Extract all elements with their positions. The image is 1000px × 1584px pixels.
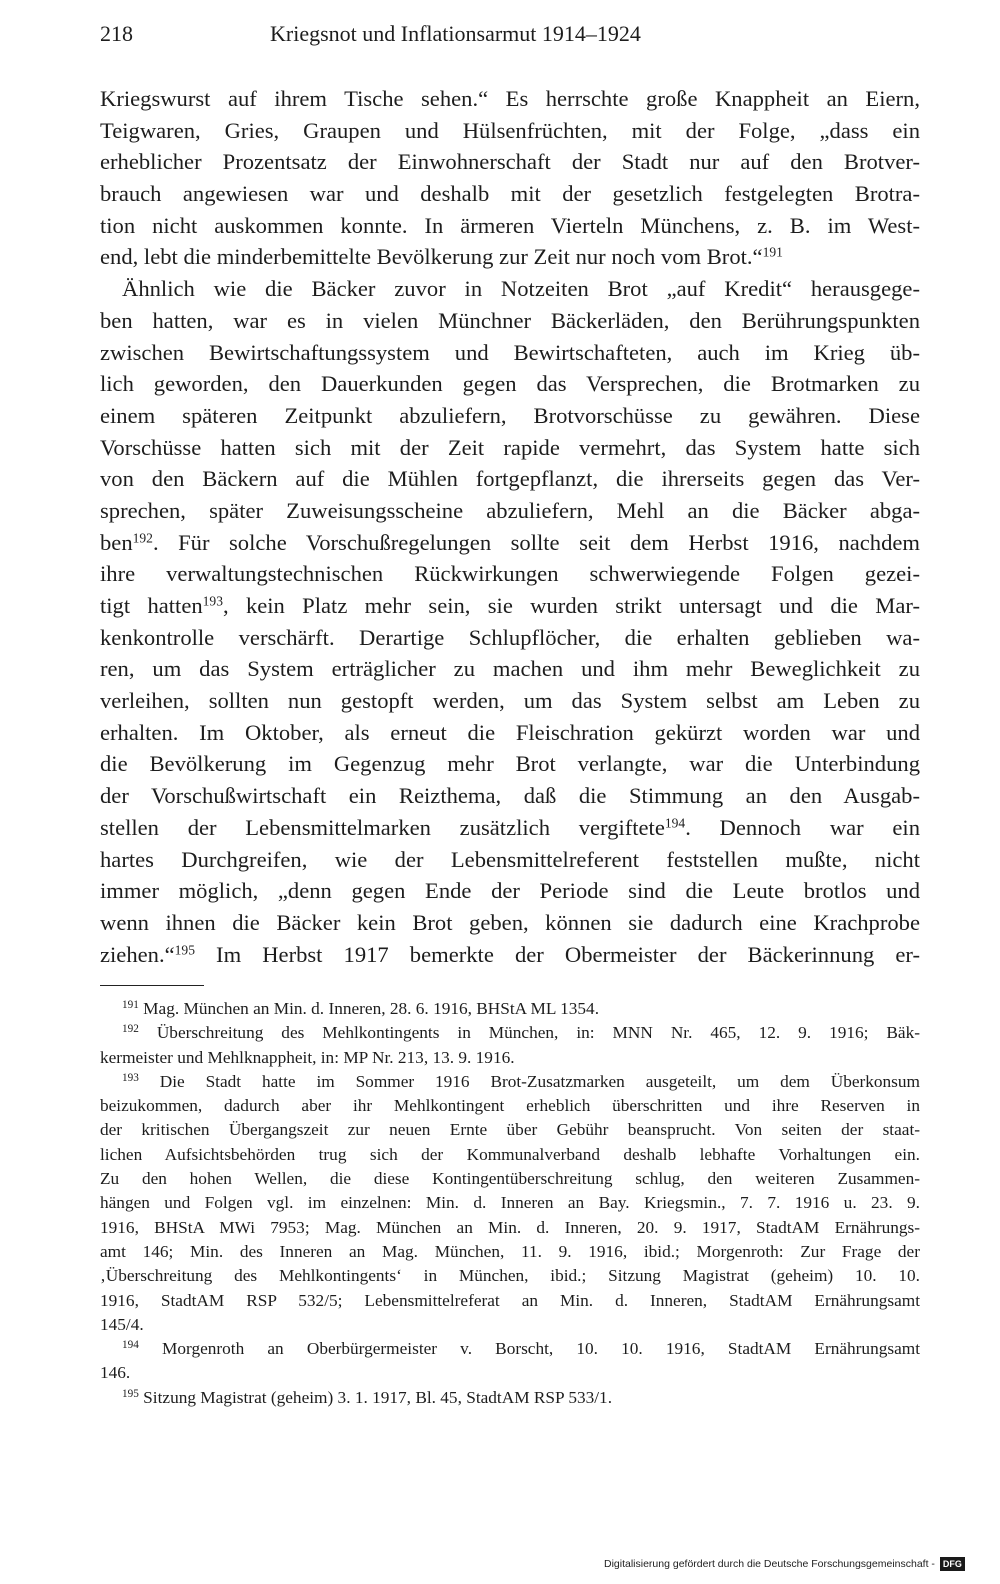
footnote-text: 146.	[100, 1363, 131, 1383]
line-text: einem späteren Zeitpunkt abzuliefern, Brotvorschüsse zu gewähren. Diese	[100, 402, 920, 428]
footnote-text: Mag. München an Min. d. Inneren, 28. 6. 1916, BHStA ML 1354.	[138, 999, 600, 1018]
text-line	[100, 685, 920, 717]
text-line	[100, 337, 920, 369]
text-line	[100, 146, 920, 178]
text-line	[100, 495, 920, 527]
text-line	[100, 305, 920, 337]
footnote-line	[100, 1386, 920, 1410]
footnote-ref: 195	[174, 942, 195, 958]
text-line	[100, 717, 920, 749]
line-text: tion nicht auskommen konnte. In ärmeren Vierteln Münchens, z. B. im West-	[100, 212, 920, 238]
footnote-line	[100, 1046, 920, 1070]
footnote-text: lichen Aufsichtsbehörden trug sich der Kommunalverband deshalb lebhafte Vorhaltungen ein.	[100, 1144, 920, 1164]
line-text: ren, um das System erträglicher zu machen und ihm mehr Beweglichkeit zu	[100, 656, 920, 682]
footnote-line	[100, 1021, 920, 1045]
footnote-text: Überschreitung des Mehlkontingents in München, in: MNN Nr. 465, 12. 9. 1916; Bäk-	[138, 1023, 920, 1043]
line-text: ben	[100, 529, 133, 555]
footnote-number: 195	[122, 1387, 139, 1400]
footnote-text: 1916, BHStA MWi 7953; Mag. München an Min. d. Inneren, 20. 9. 1917, StadtAM Ernährungs-	[100, 1217, 920, 1237]
footnote-text: 145/4.	[100, 1314, 144, 1334]
text-line	[100, 558, 920, 590]
main-text	[100, 83, 920, 970]
text-line	[100, 653, 920, 685]
running-title: Kriegsnot und Inflationsarmut 1914–1924	[270, 21, 641, 46]
footnote-line	[100, 1313, 920, 1337]
text-line	[100, 83, 920, 115]
page-number: 218	[100, 21, 133, 46]
line-text: Vorschüsse hatten sich mit der Zeit rapide vermehrt, das System hatte sich	[100, 434, 920, 460]
line-text: lich geworden, den Dauerkunden gegen das Versprechen, die Brotmarken zu	[100, 371, 920, 397]
line-text: ihre verwaltungstechnischen Rückwirkungen schwerwiegende Folgen gezei-	[100, 561, 920, 587]
text-line	[100, 780, 920, 812]
line-text: immer möglich, „denn gegen Ende der Periode sind die Leute brotlos und	[100, 878, 920, 904]
text-line	[100, 812, 920, 844]
line-text: . Dennoch war ein	[685, 814, 920, 840]
footnote-text: amt 146; Min. des Inneren an Mag. München, 11. 9. 1916, ibid.; Morgenroth: Zur Frage der	[100, 1241, 920, 1261]
footnote-line	[100, 1167, 920, 1191]
text-line	[100, 844, 920, 876]
footnote-number: 194	[122, 1338, 139, 1351]
footnote-text: ‚Überschreitung des Mehlkontingents‘ in München, ibid.; Sitzung Magistrat (geheim) 10. 10.	[100, 1266, 920, 1286]
text-line	[100, 622, 920, 654]
line-text: der Vorschußwirtschaft ein Reizthema, daß die Stimmung an den Ausgab-	[100, 783, 920, 809]
text-line	[100, 527, 920, 559]
line-text: ziehen.“	[100, 941, 175, 967]
footnote-line	[100, 1191, 920, 1215]
line-text: Kriegswurst auf ihrem Tische sehen.“ Es herrschte große Knappheit an Eiern,	[100, 86, 920, 111]
footnote-text: Die Stadt hatte im Sommer 1916 Brot-Zusatzmarken ausgeteilt, um dem Überkonsum	[138, 1071, 920, 1091]
line-text: Im Herbst 1917 bemerkte der Obermeister der Bäckerinnung er-	[194, 941, 920, 967]
footnote-line	[100, 1264, 920, 1288]
footnote-line	[100, 997, 920, 1021]
text-line	[100, 210, 920, 242]
text-line	[100, 590, 920, 622]
footnote-ref: 194	[664, 815, 686, 831]
line-text: verleihen, sollten nun gestopft werden, um das System selbst am Leben zu	[100, 688, 920, 714]
text-line	[100, 273, 920, 305]
dfg-logo: DFG	[940, 1557, 965, 1571]
footnote-number: 191	[122, 998, 139, 1011]
footnote-line	[100, 1216, 920, 1240]
text-line	[100, 748, 920, 780]
line-text: Teigwaren, Gries, Graupen und Hülsenfrüchten, mit der Folge, „dass ein	[100, 117, 920, 143]
footnote-text: Zu den hohen Wellen, die diese Kontingentüberschreitung schlug, den weiteren Zusammen-	[100, 1169, 920, 1189]
footnote-line	[100, 1289, 920, 1313]
footnote-number: 193	[122, 1071, 139, 1084]
line-text: wenn ihnen die Bäcker kein Brot geben, können sie dadurch eine Krachprobe	[100, 909, 920, 935]
text-line	[100, 463, 920, 495]
footnote-line	[100, 1094, 920, 1118]
text-line	[100, 178, 920, 210]
line-text: end, lebt die minderbemittelte Bevölkerung zur Zeit nur noch vom Brot.“	[100, 244, 763, 270]
line-text: erhalten. Im Oktober, als erneut die Fleischration gekürzt worden war und	[100, 719, 920, 745]
footnote-text: der kritischen Übergangszeit zur neuen Ernte über Gebühr beansprucht. Von seiten der staat-	[100, 1120, 920, 1140]
line-text: , kein Platz mehr sein, sie wurden strikt untersagt und die Mar-	[222, 593, 920, 618]
line-text: Ähnlich wie die Bäcker zuvor in Notzeiten Brot „auf Kredit“ herausgege-	[122, 276, 920, 302]
line-text: die Bevölkerung im Gegenzug mehr Brot verlangte, war die Unterbindung	[100, 751, 920, 777]
running-header	[100, 20, 920, 48]
text-line	[100, 907, 920, 939]
line-text: erheblicher Prozentsatz der Einwohnerschaft der Stadt nur auf den Brotver-	[100, 149, 920, 175]
line-text: tigt hatten	[100, 593, 203, 618]
line-text: kenkontrolle verschärft. Derartige Schlupflöcher, die erhalten geblieben wa-	[100, 624, 920, 650]
footnote-ref: 191	[762, 244, 783, 260]
text-line	[100, 400, 920, 432]
line-text: . Für solche Vorschußregelungen sollte seit dem Herbst 1916, nachdem	[152, 529, 920, 555]
line-text: zwischen Bewirtschaftungssystem und Bewirtschafteten, auch im Krieg üb-	[100, 339, 920, 365]
line-text: sprechen, später Zuweisungsscheine abzuliefern, Mehl an die Bäcker abga-	[100, 497, 920, 523]
text-line	[100, 939, 920, 971]
digitization-credit	[604, 1553, 990, 1575]
footnote-line	[100, 1361, 920, 1385]
line-text: ben hatten, war es in vielen Münchner Bäckerläden, den Berührungspunkten	[100, 307, 920, 333]
text-line	[100, 432, 920, 464]
footnote-line	[100, 1240, 920, 1264]
footnote-text: 1916, StadtAM RSP 532/5; Lebensmittelreferat an Min. d. Inneren, StadtAM Ernährungsamt	[100, 1290, 920, 1310]
text-line	[100, 115, 920, 147]
footnote-line	[100, 1070, 920, 1094]
footnote-separator	[100, 985, 204, 986]
text-line	[100, 875, 920, 907]
text-line	[100, 241, 920, 273]
credit-text: Digitalisierung gefördert durch die Deutsche Forschungsgemeinschaft -	[604, 1558, 935, 1570]
line-text: brauch angewiesen war und deshalb mit der gesetzlich festgelegten Brotra-	[100, 181, 920, 207]
footnote-line	[100, 1143, 920, 1167]
line-text: hartes Durchgreifen, wie der Lebensmittelreferent feststellen mußte, nicht	[100, 846, 920, 872]
footnote-text: kermeister und Mehlknappheit, in: MP Nr. 213, 13. 9. 1916.	[100, 1047, 515, 1067]
footnotes	[100, 997, 920, 1410]
line-text: von den Bäckern auf die Mühlen fortgepflanzt, die ihrerseits gegen das Ver-	[100, 466, 920, 492]
footnote-ref: 193	[202, 593, 223, 609]
footnote-text: Morgenroth an Oberbürgermeister v. Borscht, 10. 10. 1916, StadtAM Ernährungsamt	[138, 1339, 920, 1359]
footnote-text: hängen und Folgen vgl. im einzelnen: Min. d. Inneren an Bay. Kriegsmin., 7. 7. 1916 u. 23. 9.	[100, 1193, 920, 1213]
footnote-line	[100, 1337, 920, 1361]
text-line	[100, 368, 920, 400]
footnote-text: beizukommen, dadurch aber ihr Mehlkontingent erheblich überschritten und ihre Reserven in	[100, 1096, 920, 1116]
footnote-line	[100, 1118, 920, 1142]
footnote-ref: 192	[132, 530, 153, 546]
footnote-number: 192	[122, 1023, 139, 1036]
footnote-text: Sitzung Magistrat (geheim) 3. 1. 1917, Bl. 45, StadtAM RSP 533/1.	[138, 1387, 613, 1407]
line-text: stellen der Lebensmittelmarken zusätzlich vergiftete	[100, 814, 665, 840]
